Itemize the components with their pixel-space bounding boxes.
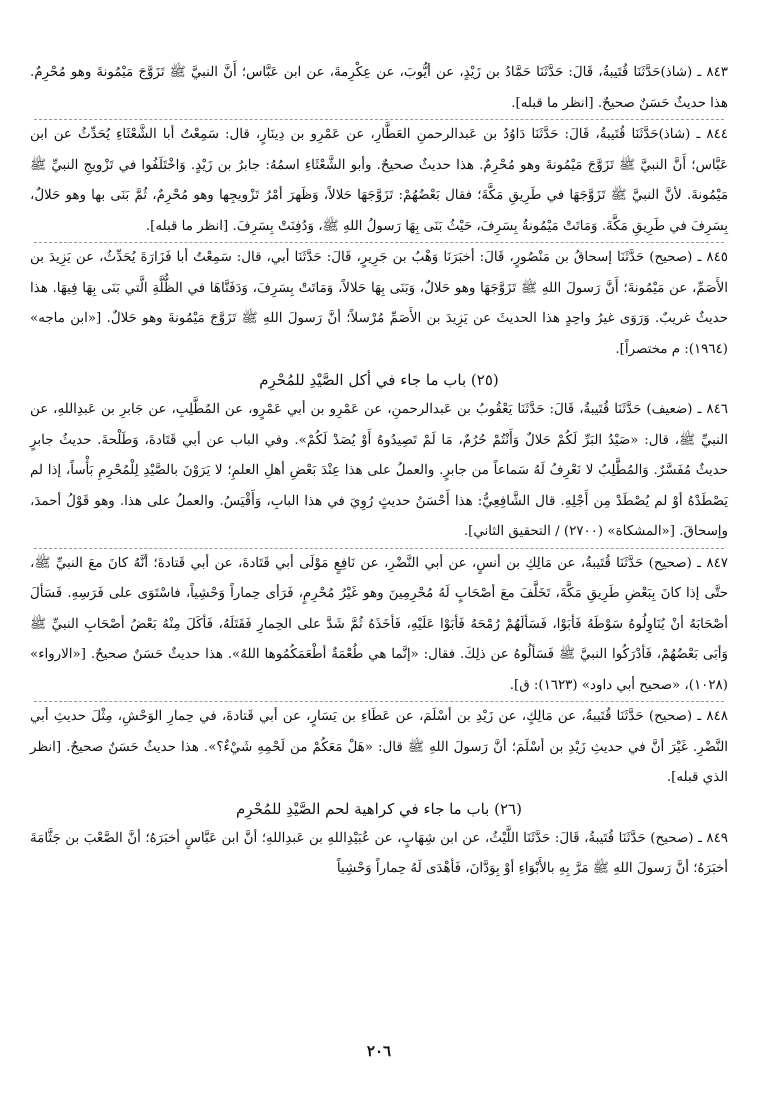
chapter-26-title: (٢٦) باب ما جاء في كراهية لحم الصَّيْدِ للمُحْرِم	[236, 799, 522, 818]
hadith-843: ٨٤٣ ـ (شاذ)حَدَّثَنَا قُتَيبةُ، قَالَ: حَدَّثَنَا حَمَّادُ بن زَيْدٍ، عن أيُّوبَ، عن عِكْرِمةَ، عن ابن عَبَّاس؛ أَنَّ النبيَّ ﷺ تَزَوَّجَ مَيْمُونةَ وهو مُحْرِمٌ. هذا حديثٌ حَسَنٌ صحيحٌ. [انظر ما قبله].	[30, 65, 728, 111]
hadith-844: ٨٤٤ ـ (شاذ)حَدَّثَنَا قُتَيبةُ، قَالَ: حَدَّثَنَا دَاوُدُ بن عَبدالرحمنِ العَطَّارِ، عن عَمْرِو بن دِينَارٍ، قال: سَمِعْتُ أبا الشَّعْثَاءِ يُحَدِّثُ عن ابن عَبَّاس؛ أَنَّ النبيَّ ﷺ تَزَوَّجَ مَيْمُونةَ وهو مُحْرِمٌ. هذا حديثٌ صحيحٌ. وأبو الشَّعْثَاءِ اسمُهُ: جابرُ بن زَيْدٍ. وَاخْتَلَفُوا في تَزْويجِ النبيِّ ﷺ مَيْمُونةَ. لأنَّ النبيَّ ﷺ تَزَوَّجَهَا في طَرِيقِ مَكَّةَ؛ فقال بَعْضُهُمْ: تَزَوَّجَهَا حَلالاً، وَظَهرَ أمْرُ تَزْويجِها وهو مُحْرِمٌ، ثُمَّ بَنَى بها وهو حَلالٌ، بِسَرِفَ في طَرِيقِ مَكَّةَ. وَمَاتَتْ مَيْمُونةُ بِسَرِفَ، حَيْثُ بَنَى بِهَا رَسولُ اللهِ ﷺ، وَدُفِنَتْ بِسَرِفَ. [انظر ما قبله].	[30, 127, 728, 234]
hadith-848: ٨٤٨ ـ (صحيح) حَدَّثَنَا قُتَيبةُ، عن مَالِكٍ، عن زَيْدِ بن أسْلَمَ، عن عَطَاءِ بن يَسَارٍ، عن أبي قَتادةَ، في حِمارِ الوَحْشِ، مِثْلَ حديثِ أبي النَّضْرِ. غَيْرَ أنَّ في حديثِ زَيْدِ بن أسْلَمَ؛ أنَّ رَسولَ اللهِ ﷺ قال: «هَلْ مَعَكُمْ من لَحْمِهِ شَيْءٌ؟». هذا حديثٌ حَسَنٌ صحيحٌ. [انظر الذي قبله].	[30, 709, 728, 785]
hadith-847: ٨٤٧ ـ (صحيح) حَدَّثَنَا قُتَيبةُ، عن مَالِكِ بن أنسٍ، عن أبي النَّضْرِ، عن نَافِعٍ مَوْلَى أبي قَتَادةَ، عن أبي قَتادةَ؛ أنَّهُ كانَ معَ النبيِّ ﷺ، حتَّى إذا كانَ بِبَعْضِ طَرِيقِ مَكَّةَ، تَخَلَّفَ معَ أصْحَابٍ لَهُ مُحْرِمِينَ وهو غَيْرُ مُحْرِمٍ، فَرَأى حِماراً وَحْشِياً، فاسْتَوَى على فَرَسِهِ. فَسَألَ أصْحَابَهُ أنْ يُنَاوِلُوهُ سَوْطَهُ فَأبَوْا، فَسَألَهُمْ رُمْحَهُ فَأبَوْا عَلَيْهِ، فَأخَذَهُ ثُمَّ شَدَّ على الحِمارِ فَقَتَلَهُ، فَأكَلَ مِنْهُ بَعْضُ أصْحَابِ النبيِّ ﷺ وَأبَى بَعْضُهُمْ، فَأدْرَكُوا النبيَّ ﷺ فَسَألُوهُ عن ذلِكَ. فقال: «إنَّما هي طُعْمَةٌ أطْعَمَكُمُوها اللهُ». هذا حديثٌ حَسَنٌ صحيحٌ. [«الارواء» (١٠٢٨)، «صحيح أبي داود» (١٦٢٣): ق].	[30, 555, 728, 693]
page-number: ٢٠٦	[366, 1042, 392, 1060]
hadith-845: ٨٤٥ ـ (صحيح) حَدَّثَنَا إسحاقُ بن مَنْصُورٍ، قَالَ: أخبَرَنَا وَهْبُ بن جَرِيرٍ، قَالَ: حَدَّثَنَا أبي، قال: سَمِعْتُ أبا فَزَارَةَ يُحَدِّثُ، عن يَزِيدَ بن الأَصَمِّ، عن مَيْمُونةَ؛ أَنَّ رَسولَ اللهِ ﷺ تَزَوَّجَهَا وهو حَلالٌ، وَبَنَى بِهَا حَلالاً، وَمَاتَتْ بِسَرِفَ، وَدَفَنَّاهَا في الظُّلَّةِ الَّتي بَنَى بِهَا فِيهَا. هذا حديثٌ غريبٌ. وَرَوَى غيرُ واحِدٍ هذا الحديثَ عن يَزِيدَ بن الأَصَمِّ مُرْسلاً؛ أنَّ رَسولَ اللهِ ﷺ تَزَوَّجَ مَيْمُونةَ وهو حَلالٌ. [«ابن ماجه» (١٩٦٤): م مختصراً].	[30, 250, 728, 357]
chapter-25-title: (٢٥) باب ما جاء في أكل الصَّيْدِ للمُحْرِم	[259, 371, 499, 389]
hadith-849: ٨٤٩ ـ (صحيح) حَدَّثَنَا قُتَيبةُ، قَالَ: حَدَّثَنَا اللَّيْثُ، عن ابن شِهَابٍ، عن عُبَيْدِاللهِ بن عَبدِاللهِ؛ أنَّ ابن عَبَّاسٍ أخبَرَهُ؛ أنَّ الصَّعْبَ بن جَثَّامَةَ أخبَرَهُ؛ أنَّ رَسولَ اللهِ ﷺ مَرَّ بِهِ بالأَبْوَاءِ أوْ بِوَدَّانَ، فَأهْدَى لَهُ حِماراً وَحْشِياً	[30, 830, 728, 876]
hadith-846: ٨٤٦ ـ (ضعيف) حَدَّثَنَا قُتَيبةُ، قَالَ: حَدَّثَنَا يَعْقُوبُ بن عَبدالرحمنِ، عن عَمْرِو بن أبي عَمْرٍو، عن المُطَّلِبِ، عن جَابرِ بن عَبدِاللهِ، عن النبيِّ ﷺ، قال: «صَيْدُ البَرِّ لَكُمْ حَلالٌ وَأَنْتُمْ حُرُمٌ، مَا لَمْ تَصِيدُوهُ أَوْ يُصَدْ لَكُمْ». وفي الباب عن أبي قَتَادةَ، وَطَلْحةَ. حديثُ جابرٍ حديثٌ مُفَسَّرٌ. وَالمُطَّلِبُ لا نَعْرِفُ لَهُ سَماعاً من جابرٍ. والعملُ على هذا عِنْدَ بَعْضِ أهلِ العلمِ؛ لا يَرَوْنَ بالصَّيْدِ لِلْمُحْرِمِ بَأْساً، إذا لم يَصْطَدْهُ أوْ لم يُصْطَدْ مِن أَجْلِهِ. قال الشَّافِعِيُّ: هذا أَحْسَنُ حديثٍ رُوِيَ في هذا البابِ، وَأَقْيَسُ. والعملُ على هذا. وهو قَوْلُ أحمدَ، وإسحاقَ. [«المشكاة» (٢٧٠٠) / التحقيق الثاني].	[30, 402, 728, 539]
